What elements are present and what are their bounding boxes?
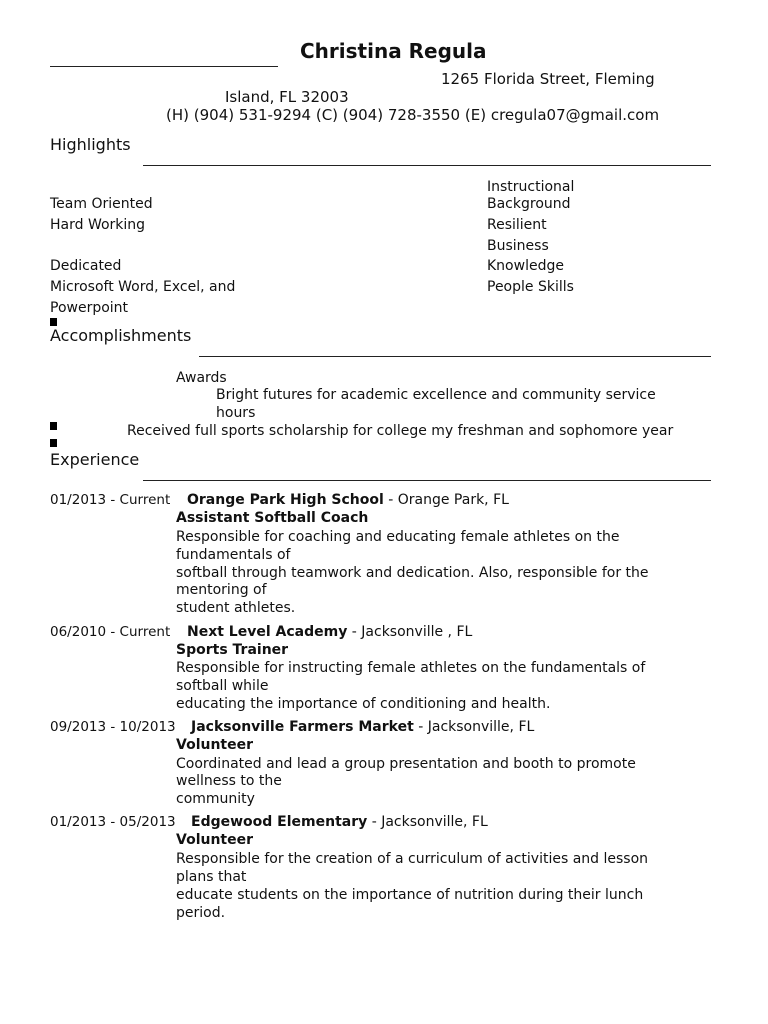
experience-rule [143,480,711,481]
job-desc-line: fundamentals of [176,547,291,563]
highlights-rule [143,165,711,166]
job-role: Assistant Softball Coach [176,510,369,526]
job-employer: Edgewood Elementary [191,814,368,830]
job-dates: 01/2013 - 05/2013 [50,814,176,830]
job-employer-line [187,492,509,508]
job-location: - Jacksonville , FL [347,624,473,640]
award-line: hours [216,405,256,421]
scholarship-line: Received full sports scholarship for college my freshman and sophomore year [127,423,674,439]
job-location: - Orange Park, FL [383,492,509,508]
job-desc-line: Coordinated and lead a group presentation and booth to promote [176,756,636,772]
job-desc-line: Responsible for instructing female athletes on the fundamentals of [176,660,646,676]
job-dates: 09/2013 - 10/2013 [50,719,176,735]
job-dates: 06/2010 - Current [50,624,171,640]
job-location: - Jacksonville, FL [413,719,535,735]
bullet-marker [50,439,57,447]
section-title-accomplishments: Accomplishments [50,326,192,345]
section-title-highlights: Highlights [50,135,131,154]
job-desc-line: plans that [176,869,247,885]
job-desc-line: student athletes. [176,600,296,616]
highlight-item: Instructional [487,179,575,195]
header-rule [50,66,278,67]
job-role: Volunteer [176,737,254,753]
award-line: Bright futures for academic excellence and community service [216,387,656,403]
job-desc-line: Responsible for the creation of a curriculum of activities and lesson [176,851,649,867]
job-employer-line [191,719,534,735]
highlight-item: People Skills [487,279,574,295]
job-desc-line: mentoring of [176,582,267,598]
job-desc-line: educate students on the importance of nutrition during their lunch [176,887,644,903]
highlight-item: Powerpoint [50,300,129,316]
address-line-1: 1265 Florida Street, Fleming [441,70,655,88]
job-role: Sports Trainer [176,642,289,658]
highlight-item: Hard Working [50,217,146,233]
awards-label: Awards [176,370,227,386]
highlight-item: Background [487,196,571,212]
job-employer: Jacksonville Farmers Market [191,719,414,735]
job-desc-line: community [176,791,255,807]
job-dates: 01/2013 - Current [50,492,171,508]
job-desc-line: period. [176,905,226,921]
highlight-item: Knowledge [487,258,564,274]
job-employer-line [191,814,488,830]
candidate-name: Christina Regula [300,39,487,63]
highlight-item: Business [487,238,549,254]
job-employer: Orange Park High School [187,492,384,508]
accomplishments-rule [199,356,711,357]
job-desc-line: educating the importance of conditioning and health. [176,696,551,712]
bullet-marker [50,318,57,326]
job-role: Volunteer [176,832,254,848]
job-desc-line: softball through teamwork and dedication. Also, responsible for the [176,565,649,581]
section-title-experience: Experience [50,450,140,469]
job-desc-line: softball while [176,678,269,694]
address-line-2: Island, FL 32003 [225,88,349,106]
highlight-item: Team Oriented [50,196,153,212]
job-desc-line: wellness to the [176,773,282,789]
bullet-marker [50,422,57,430]
job-employer-line [187,624,472,640]
job-location: - Jacksonville, FL [367,814,488,830]
job-employer: Next Level Academy [187,624,348,640]
highlight-item: Resilient [487,217,547,233]
highlight-item: Dedicated [50,258,122,274]
contact-line: (H) (904) 531-9294 (C) (904) 728-3550 (E) cregula07@gmail.com [166,106,660,124]
highlight-item: Microsoft Word, Excel, and [50,279,236,295]
job-desc-line: Responsible for coaching and educating female athletes on the [176,529,620,545]
